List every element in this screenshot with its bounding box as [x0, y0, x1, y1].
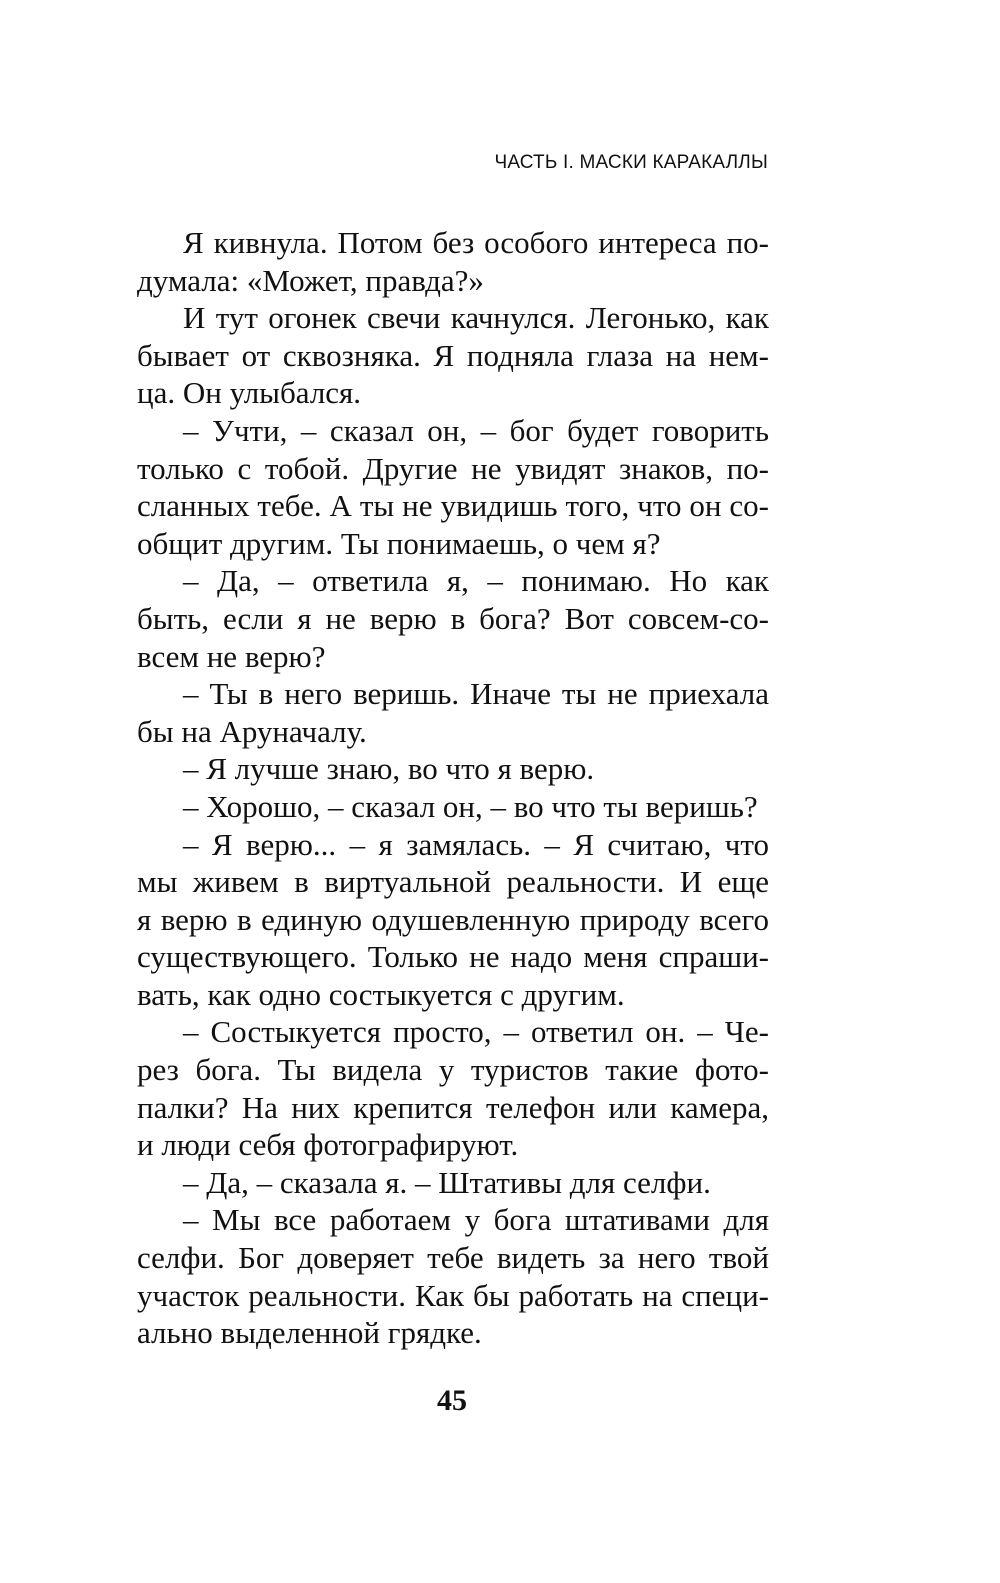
text-line: – Ты в него веришь. Иначе ты не приехала	[183, 676, 769, 712]
text-line: сланных тебе. А ты не увидишь того, что он со-	[137, 488, 769, 524]
text-line: – Мы все работаем у бога штативами для	[183, 1202, 769, 1238]
text-line: вать, как одно состыкуется с другим.	[137, 976, 625, 1012]
page-number: 45	[437, 1384, 467, 1417]
text-line: Я кивнула. Потом без особого интереса по-	[183, 225, 769, 260]
text-line: только с тобой. Другие не увидят знаков, по-	[137, 450, 769, 486]
text-line: ца. Он улыбался.	[137, 375, 362, 411]
text-line: мы живем в виртуальной реальности. И еще	[137, 864, 769, 900]
text-line: – Хорошо, – сказал он, – во что ты веришь?	[183, 788, 758, 824]
text-line: – Состыкуется просто, – ответил он. – Че-	[183, 1014, 769, 1050]
text-line: всем не верю?	[137, 638, 326, 674]
text-line: – Да, – ответила я, – понимаю. Но как	[183, 563, 769, 599]
text-line: ально выделенной грядке.	[137, 1315, 482, 1351]
text-line: И тут огонек свечи качнулся. Легонько, как	[183, 300, 769, 336]
text-line: – Я лучше знаю, во что я верю.	[183, 751, 595, 787]
text-line: бывает от сквозняка. Я подняла глаза на нем-	[137, 337, 769, 373]
text-line: – Да, – сказала я. – Штативы для селфи.	[183, 1164, 711, 1200]
text-line: быть, если я не верю в бога? Вот совсем-со-	[137, 600, 769, 636]
text-line: – Учти, – сказал он, – бог будет говорить	[183, 412, 769, 448]
text-line: участок реальности. Как бы работать на специ-	[137, 1277, 769, 1313]
text-line: общит другим. Ты понимаешь, о чем я?	[137, 525, 661, 561]
text-line: существующего. Только не надо меня спраши-	[137, 939, 769, 975]
text-line: рез бога. Ты видела у туристов такие фото-	[137, 1052, 769, 1088]
running-head: ЧАСТЬ I. МАСКИ КАРАКАЛЛЫ	[494, 152, 768, 173]
text-line: палки? На них крепится телефон или камера,	[137, 1089, 769, 1125]
text-line: думала: «Может, правда?»	[137, 262, 484, 298]
text-line: бы на Аруначалу.	[137, 713, 367, 749]
text-line: селфи. Бог доверяет тебе видеть за него твой	[137, 1240, 769, 1276]
text-line: – Я верю... – я замялась. – Я считаю, что	[183, 826, 769, 862]
text-line: я верю в единую одушевленную природу всего	[137, 901, 769, 937]
body-text	[137, 224, 769, 1352]
text-line: и люди себя фотографируют.	[137, 1127, 519, 1163]
